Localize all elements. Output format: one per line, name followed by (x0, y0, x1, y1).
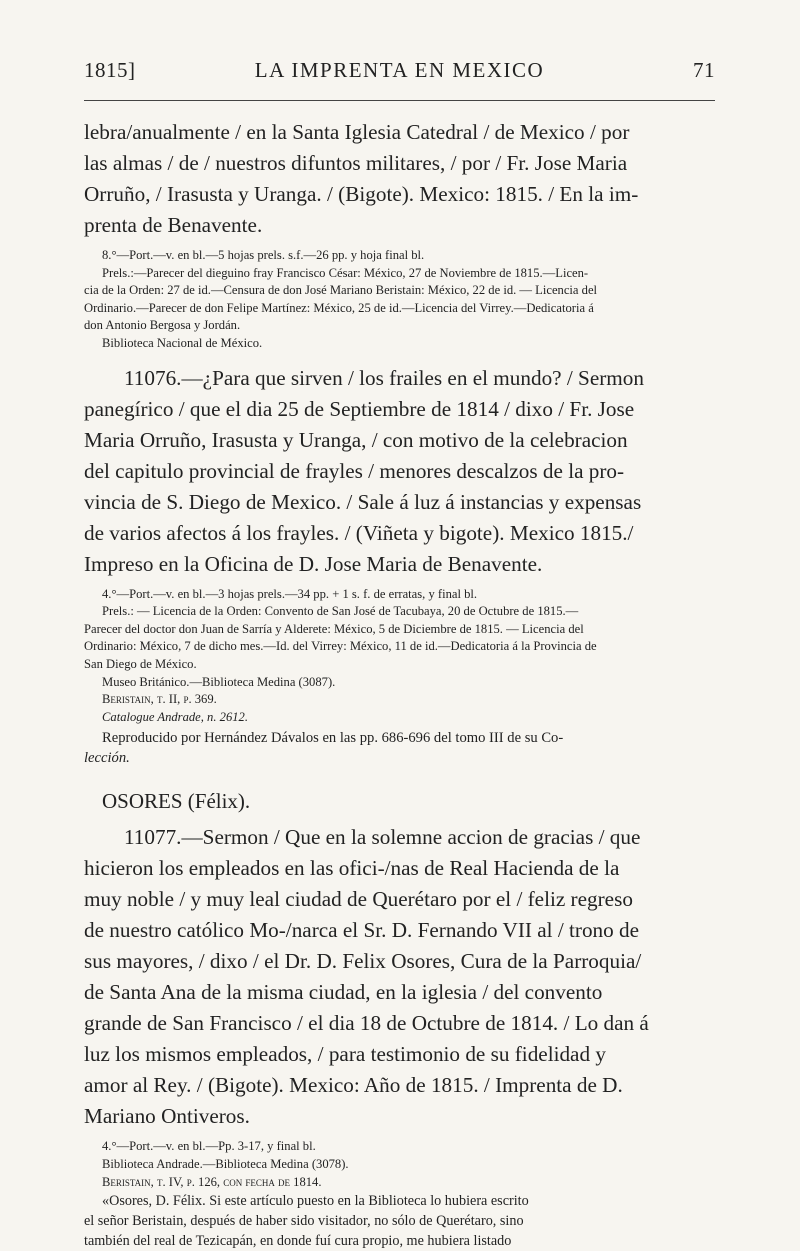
note-line: don Antonio Bergosa y Jordán. (84, 318, 241, 333)
entry-continuation (84, 117, 715, 353)
header-rule (84, 100, 715, 101)
entry-text-line: Orruño, / Irasusta y Uranga. / (Bigote). Mexico: 1815. / En la im- (84, 182, 639, 206)
entry-text-line: Impreso en la Oficina de D. Jose Maria de Benavente. (84, 551, 543, 576)
note-line: Ordinario: México, 7 de dicho mes.—Id. del Virrey: México, 11 de id.—Dedicatoria á la Provincia de (84, 639, 597, 654)
entry-text-line: 11076.—¿Para que sirven / los frailes en el mundo? / Sermon (124, 365, 644, 390)
bibliographic-reference: Beristain, t. II, p. 369. (102, 692, 217, 707)
note-line: cia de la Orden: 27 de id.—Censura de don José Mariano Beristain: México, 22 de id. — Licencia del (84, 283, 598, 298)
note-line: Ordinario.—Parecer de don Felipe Martínez: México, 25 de id.—Licencia del Virrey.—Dedicatoria á (84, 300, 594, 315)
entry-text-line: grande de San Francisco / el dia 18 de Octubre de 1814. / Lo dan á (84, 1011, 649, 1036)
entry-text-line: de nuestro católico Mo-/narca el Sr. D. Fernando VII al / trono de (84, 918, 640, 943)
quote-line: «Osores, D. Félix. Si este artículo puesto en la Biblioteca lo hubiera escrito (102, 1193, 529, 1210)
note-line: San Diego de México. (84, 656, 197, 671)
header-title: LA IMPRENTA EN MEXICO (254, 58, 545, 82)
holding-library: Museo Británico.—Biblioteca Medina (3087). (102, 674, 336, 689)
running-header (84, 58, 715, 88)
entry-text-line: sus mayores, / dixo / el Dr. D. Felix Osores, Cura de la Parroquia/ (84, 949, 642, 974)
note-line: 4.°—Port.—v. en bl.—Pp. 3-17, y final bl. (102, 1139, 316, 1154)
page-body (84, 117, 715, 1251)
entry-text-line: panegírico / que el dia 25 de Septiembre de 1814 / dixo / Fr. Jose (84, 396, 635, 421)
note-line: 4.°—Port.—v. en bl.—3 hojas prels.—34 pp. + 1 s. f. de erratas, y final bl. (102, 586, 478, 601)
entry-11077 (84, 822, 715, 1251)
quote-line: también del real de Tezicapán, en donde fuí cura propio, me hubiera listado (84, 1233, 512, 1250)
entry-text-line: de Santa Ana de la misma ciudad, en la iglesia / del convento (84, 980, 603, 1005)
note-line: Prels.:—Parecer del dieguino fray Francisco César: México, 27 de Noviembre de 1815.—Licen- (102, 265, 589, 280)
entry-text-line: del capitulo provincial de frayles / menores descalzos de la pro- (84, 458, 625, 483)
holding-library: Biblioteca Andrade.—Biblioteca Medina (3078). (102, 1156, 349, 1171)
page-number: 71 (693, 58, 715, 82)
reproduction-note: lección. (84, 750, 130, 767)
entry-text-line: las almas / de / nuestros difuntos militares, / por / Fr. Jose Maria (84, 151, 628, 175)
reproduction-note: Reproducido por Hernández Dávalos en las pp. 686-696 del tomo III de su Co- (102, 730, 564, 747)
entry-text-line: muy noble / y muy leal ciudad de Querétaro por el / feliz regreso (84, 887, 633, 912)
header-year: 1815] (84, 58, 136, 82)
bibliographic-reference: Beristain, t. IV, p. 126, con fecha de 1814. (102, 1174, 322, 1189)
author-heading: OSORES (Félix). (102, 789, 251, 814)
entry-text-line: hicieron los empleados en las ofici-/nas de Real Hacienda de la (84, 856, 620, 881)
note-line: 8.°—Port.—v. en bl.—5 hojas prels. s.f.—26 pp. y hoja final bl. (102, 248, 425, 262)
note-line: Parecer del doctor don Juan de Sarría y Alderete: México, 5 de Diciembre de 1815. — Licencia del (84, 621, 584, 636)
entry-text-line: 11077.—Sermon / Que en la solemne accion de gracias / que (124, 825, 641, 850)
catalogue-reference: Catalogue Andrade, n. 2612. (102, 709, 248, 724)
quote-line: el señor Beristain, después de haber sido visitador, no sólo de Querétaro, sino (84, 1213, 524, 1230)
entry-text-line: vincia de S. Diego de Mexico. / Sale á luz á instancias y expensas (84, 489, 642, 514)
holding-library: Biblioteca Nacional de México. (102, 335, 263, 350)
entry-11076 (84, 363, 715, 769)
entry-text-line: amor al Rey. / (Bigote). Mexico: Año de 1815. / Imprenta de D. (84, 1073, 623, 1098)
entry-text-line: Mariano Ontiveros. (84, 1104, 250, 1129)
entry-text-line: luz los mismos empleados, / para testimonio de su fidelidad y (84, 1042, 606, 1067)
entry-text-line: prenta de Benavente. (84, 213, 263, 237)
note-line: Prels.: — Licencia de la Orden: Convento de San José de Tacubaya, 20 de Octubre de 1815.— (102, 604, 579, 619)
entry-text-line: Maria Orruño, Irasusta y Uranga, / con motivo de la celebracion (84, 427, 628, 452)
entry-text-line: lebra/anualmente / en la Santa Iglesia Catedral / de Mexico / por (84, 120, 630, 144)
entry-text-line: de varios afectos á los frayles. / (Viñeta y bigote). Mexico 1815./ (84, 520, 634, 545)
